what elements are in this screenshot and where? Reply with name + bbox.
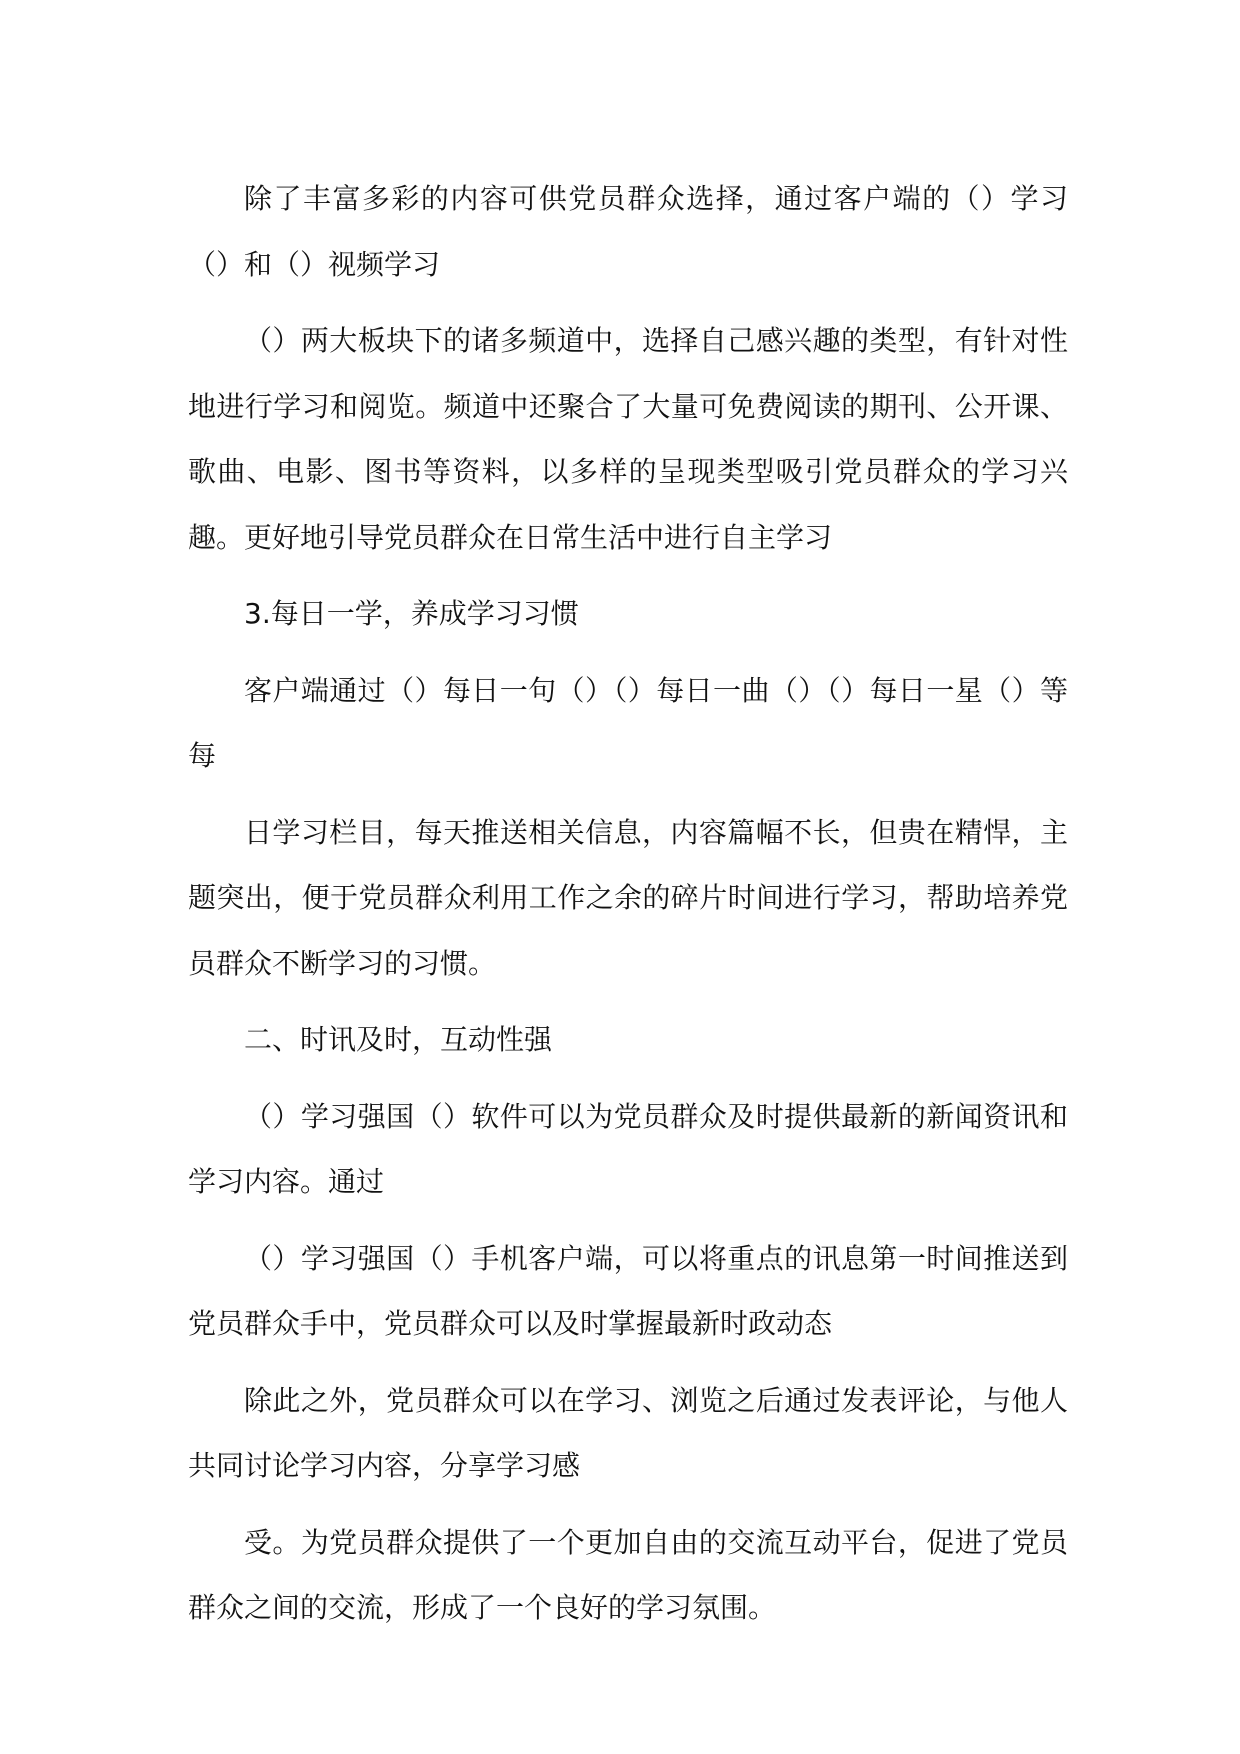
paragraph-intro: 除了丰富多彩的内容可供党员群众选择，通过客户端的（）学习（）和（）视频学习 <box>188 182 1068 281</box>
document-body <box>188 166 1068 1652</box>
section-heading-daily-learning: 3.每日一学，养成学习习惯 <box>244 597 579 630</box>
paragraph-mobile-client: （）学习强国（）手机客户端，可以将重点的讯息第一时间推送到党员群众手中，党员群众可以及时掌握最新时政动态 <box>188 1241 1068 1340</box>
paragraph-news-software: （）学习强国（）软件可以为党员群众及时提供最新的新闻资讯和学习内容。通过 <box>188 1099 1068 1198</box>
paragraph-platform: 受。为党员群众提供了一个更加自由的交流互动平台，促进了党员群众之间的交流，形成了一个良好的学习氛围。 <box>188 1525 1068 1624</box>
section-heading-news-interaction: 二、时讯及时，互动性强 <box>244 1023 553 1056</box>
paragraph-channels: （）两大板块下的诸多频道中，选择自己感兴趣的类型，有针对性地进行学习和阅览。频道中还聚合了大量可免费阅读的期刊、公开课、歌曲、电影、图书等资料，以多样的呈现类型吸引党员群众的学习兴趣。更好地引导党员群众在日常生活中进行自主学习 <box>188 324 1068 554</box>
paragraph-daily-columns: 客户端通过（）每日一句（）（）每日一曲（）（）每日一星（）等每 <box>188 673 1068 772</box>
paragraph-daily-push: 日学习栏目，每天推送相关信息，内容篇幅不长，但贵在精悍，主题突出，便于党员群众利用工作之余的碎片时间进行学习，帮助培养党员群众不断学习的习惯。 <box>188 815 1068 980</box>
paragraph-comments: 除此之外，党员群众可以在学习、浏览之后通过发表评论，与他人共同讨论学习内容，分享学习感 <box>188 1383 1068 1482</box>
